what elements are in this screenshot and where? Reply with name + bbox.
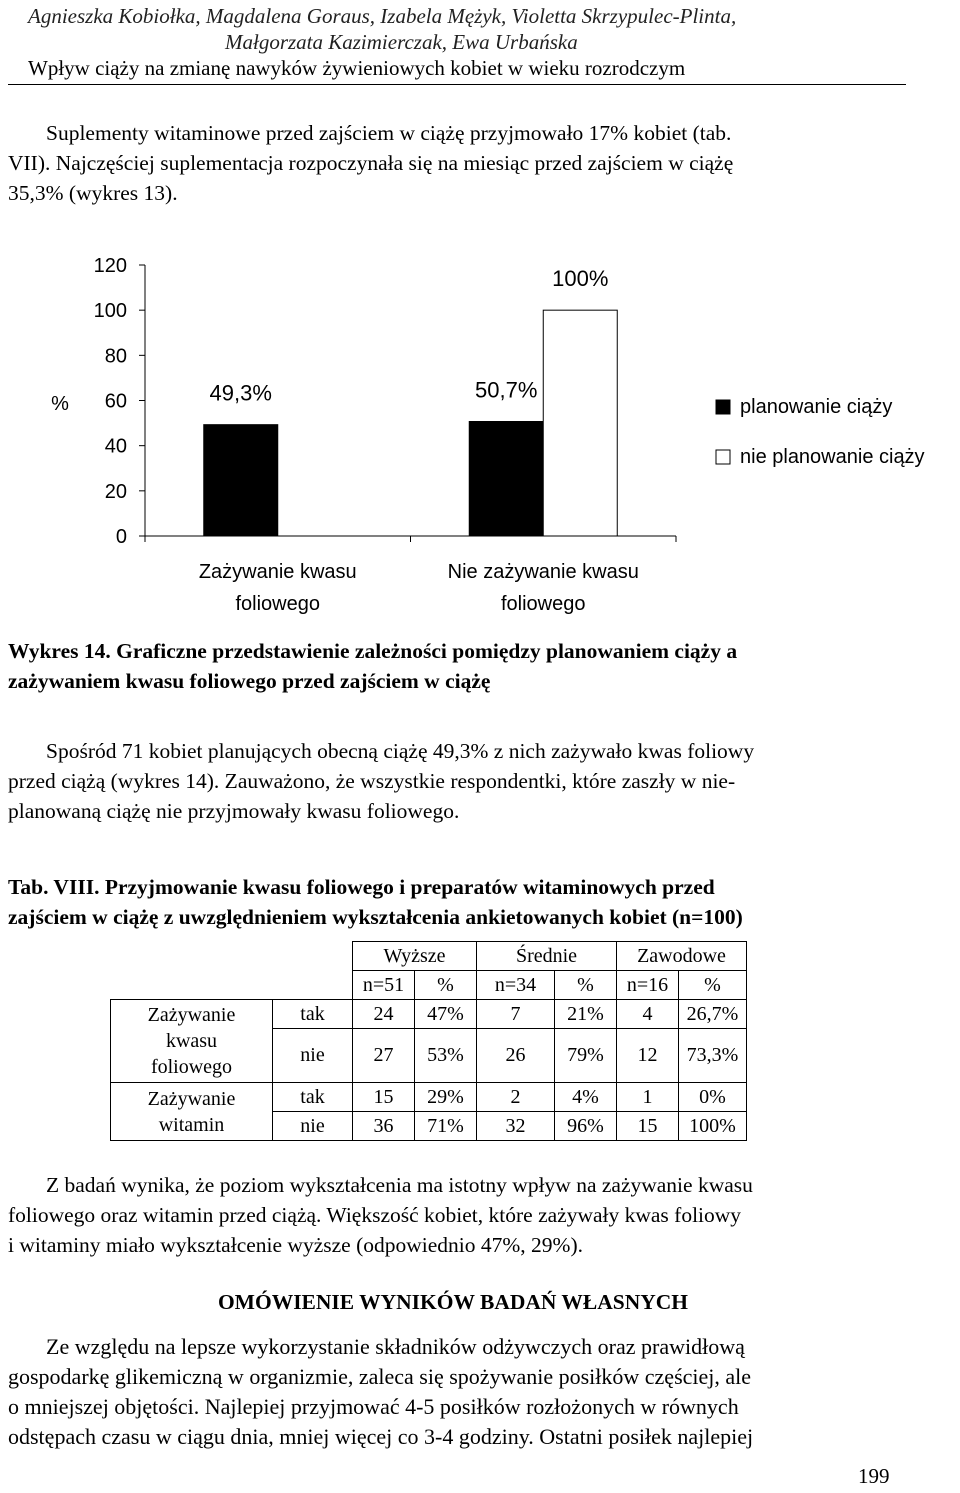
y-tick-label: 20 (104, 480, 127, 503)
legend-label: nie planowanie ciąży (740, 446, 925, 468)
table-answer: tak (273, 1000, 353, 1029)
y-tick-label: 60 (104, 390, 127, 413)
paragraph-2-line-1: Spośród 71 kobiet planujących obecną ciążę 49,3% z nich zażywało kwas foliowy (46, 739, 755, 763)
paragraph-3 (8, 1170, 898, 1260)
table-cell: 15 (617, 1112, 679, 1141)
paragraph-2 (8, 736, 898, 826)
bar-planowanie (469, 422, 543, 536)
table-subheader: % (555, 971, 617, 1000)
table-cell: 12 (617, 1029, 679, 1083)
data-label: 100% (552, 266, 609, 292)
table-answer: nie (273, 1029, 353, 1083)
table-cell: 0% (679, 1083, 747, 1112)
table-row-label-vitamins: Zażywanie witamin (111, 1083, 273, 1141)
table-caption-line-2: zajściem w ciążę z uwzględnieniem wykształcenia ankietowanych kobiet (n=100) (8, 905, 743, 929)
table-group-wyzsze: Wyższe (353, 942, 477, 971)
table-cell: 100% (679, 1112, 747, 1141)
intro-line-1: Suplementy witaminowe przed zajściem w ciążę przyjmowało 17% kobiet (tab. (46, 121, 732, 145)
y-tick-label: 0 (115, 526, 127, 548)
intro-line-2: VII). Najczęściej suplementacja rozpoczynała się na miesiąc przed zajściem w ciążę (8, 151, 734, 175)
y-tick-label: 100 (93, 300, 127, 323)
table-subheader: n=16 (617, 971, 679, 1000)
table-subheader: % (679, 971, 747, 1000)
y-tick-label: 80 (104, 345, 127, 368)
page-number: 199 (858, 1464, 890, 1488)
table-cell: 15 (353, 1083, 415, 1112)
table-row-label-folic: Zażywanie kwasu foliowego (111, 1000, 273, 1083)
x-category-label: foliowego (235, 593, 321, 615)
table-cell: 21% (555, 1000, 617, 1029)
paragraph-4-line-2: gospodarkę glikemiczną w organizmie, zaleca się spożywanie posiłków częściej, ale (8, 1364, 752, 1389)
table-cell: 32 (477, 1112, 555, 1141)
header-title: Wpływ ciąży na zmianę nawyków żywieniowych kobiet w wieku rozrodczym (28, 56, 686, 80)
table-cell: 47% (415, 1000, 477, 1029)
data-label: 49,3% (209, 380, 272, 406)
table-row (111, 1000, 747, 1029)
header-authors-line1: Agnieszka Kobiołka, Magdalena Goraus, Izabela Mężyk, Violetta Skrzypulec-Plinta, (28, 4, 737, 28)
table-cell: 4 (617, 1000, 679, 1029)
table-header-row-sub (111, 971, 747, 1000)
table-cell: 7 (477, 1000, 555, 1029)
paragraph-4 (8, 1332, 898, 1452)
table-cell: 24 (353, 1000, 415, 1029)
figure-caption (8, 636, 908, 696)
table-caption (8, 872, 908, 932)
table-cell: 36 (353, 1112, 415, 1141)
x-category-label: Nie zażywanie kwasu (447, 561, 639, 583)
table-caption-line-1: Tab. VIII. Przyjmowanie kwasu foliowego i preparatów witaminowych przed (8, 875, 715, 899)
table-group-srednie: Średnie (477, 942, 617, 971)
intro-paragraph (8, 118, 898, 208)
paragraph-2-line-2: przed ciążą (wykres 14). Zauważono, że wszystkie respondentki, które zaszły w nie- (8, 769, 736, 793)
paragraph-3-line-3: i witaminy miało wykształcenie wyższe (odpowiednio 47%, 29%). (8, 1233, 583, 1257)
table-row (111, 1083, 747, 1112)
legend-swatch-nie-planowanie (716, 450, 730, 464)
data-label: 50,7% (475, 377, 538, 403)
table-cell: 4% (555, 1083, 617, 1112)
table-cell: 79% (555, 1029, 617, 1083)
paragraph-4-line-4: odstępach czasu w ciągu dnia, mniej więcej co 3-4 godziny. Ostatni posiłek najlepiej (8, 1424, 754, 1449)
intro-line-3: 35,3% (wykres 13). (8, 181, 178, 205)
table-cell: 71% (415, 1112, 477, 1141)
table-cell: 26,7% (679, 1000, 747, 1029)
figure-caption-line-1: Wykres 14. Graficzne przedstawienie zależności pomiędzy planowaniem ciąży a (8, 639, 738, 663)
y-axis-label: % (51, 393, 69, 415)
table-header-row-groups (111, 942, 747, 971)
bar-planowanie (204, 425, 278, 536)
bar-nie-planowanie (543, 310, 617, 536)
y-tick-label: 120 (93, 255, 127, 277)
paragraph-4-line-3: o mniejszej objętości. Najlepiej przyjmować 4-5 posiłków rozłożonych w równych (8, 1394, 739, 1419)
legend-swatch-planowanie (716, 400, 730, 414)
x-category-label: Zażywanie kwasu (198, 561, 357, 583)
table-subheader: % (415, 971, 477, 1000)
legend-label: planowanie ciąży (740, 396, 893, 418)
paragraph-3-line-1: Z badań wynika, że poziom wykształcenia ma istotny wpływ na zażywanie kwasu (46, 1173, 753, 1197)
table-cell: 96% (555, 1112, 617, 1141)
paragraph-4-line-1: Ze względu na lepsze wykorzystanie składników odżywczych oraz prawidłową (46, 1334, 745, 1359)
chart-wykres-14 (0, 240, 960, 630)
table-cell: 53% (415, 1029, 477, 1083)
figure-caption-line-2: zażywaniem kwasu foliowego przed zajściem w ciążę (8, 669, 491, 693)
table-cell: 73,3% (679, 1029, 747, 1083)
table-cell: 1 (617, 1083, 679, 1112)
table-subheader: n=34 (477, 971, 555, 1000)
table-cell: 29% (415, 1083, 477, 1112)
header-authors-line2: Małgorzata Kazimierczak, Ewa Urbańska (225, 30, 578, 54)
table-cell: 27 (353, 1029, 415, 1083)
table-answer: tak (273, 1083, 353, 1112)
section-heading: OMÓWIENIE WYNIKÓW BADAŃ WŁASNYCH (217, 1290, 689, 1314)
table-cell: 2 (477, 1083, 555, 1112)
x-category-label: foliowego (500, 593, 586, 615)
table-viii (110, 941, 747, 1141)
y-tick-label: 40 (104, 435, 127, 458)
header-rule (8, 84, 906, 85)
table-cell: 26 (477, 1029, 555, 1083)
paragraph-3-line-2: foliowego oraz witamin przed ciążą. Większość kobiet, które zażywały kwas foliowy (8, 1203, 742, 1227)
table-answer: nie (273, 1112, 353, 1141)
paragraph-2-line-3: planowaną ciążę nie przyjmowały kwasu foliowego. (8, 799, 460, 823)
table-subheader: n=51 (353, 971, 415, 1000)
table-group-zawodowe: Zawodowe (617, 942, 747, 971)
